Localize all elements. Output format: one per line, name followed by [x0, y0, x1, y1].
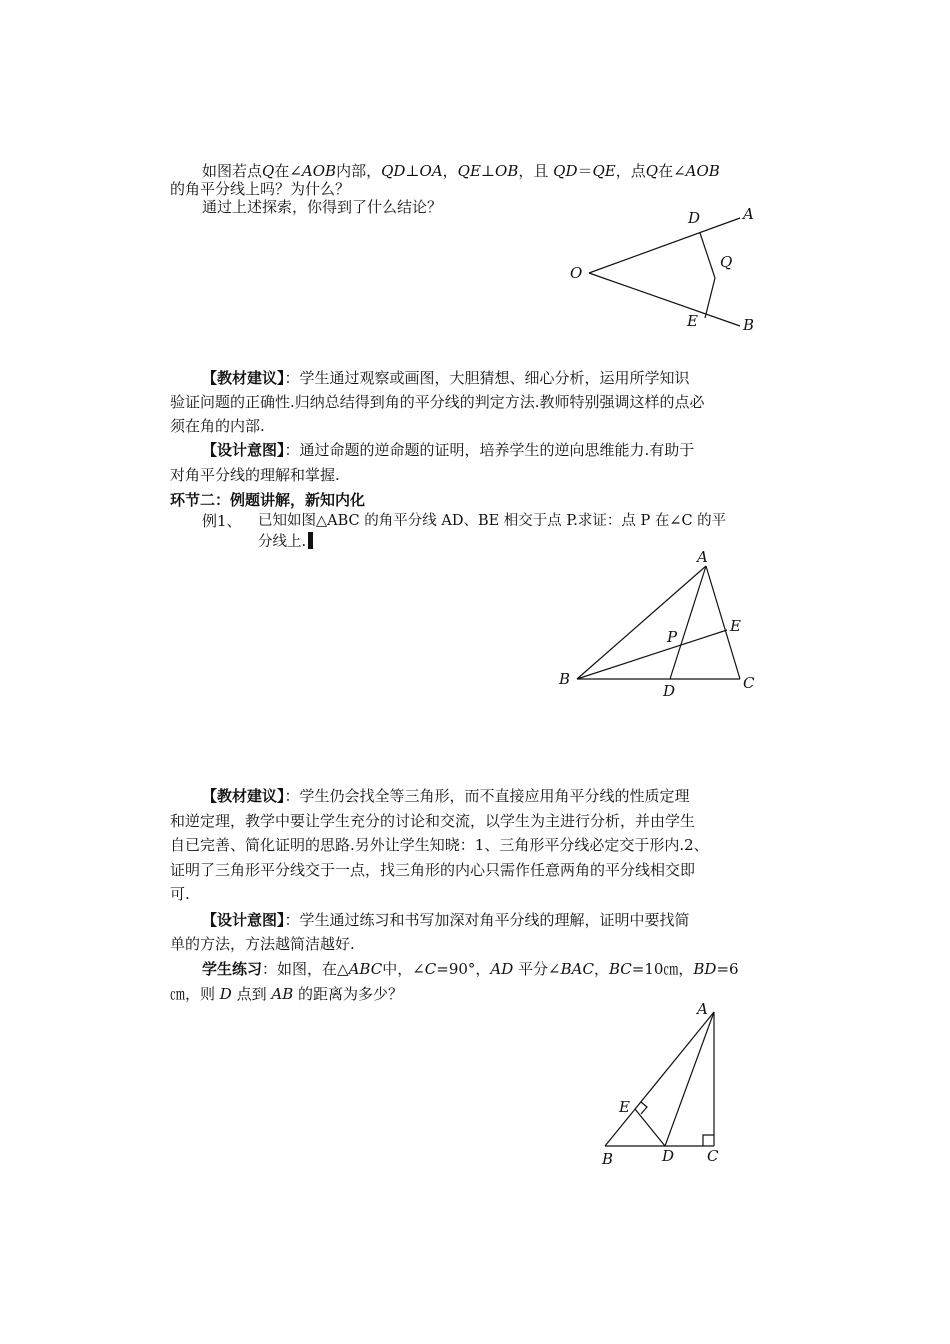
design-1-line-1: 【设计意图】：通过命题的逆命题的证明，培养学生的逆向思维能力.有助于 [202, 441, 695, 459]
text-cursor [308, 532, 313, 549]
label-o: O [570, 264, 583, 282]
example-1-label: 例1、 [202, 512, 242, 530]
side-ab [605, 1012, 714, 1146]
label-d: D [663, 682, 676, 700]
advice-2-heading: 【教材建议】 [202, 787, 285, 805]
figure-triangle-bisectors [550, 545, 770, 705]
label-q: Q [720, 253, 733, 271]
ray-ob [589, 273, 740, 326]
advice-2-line-3: 自已完善、简化证明的思路.另外让学生知晓：1、三角形平分线必定交于形内.2、 [170, 836, 709, 854]
label-b: B [602, 1150, 614, 1168]
ray-oa [589, 218, 740, 273]
label-p: P [667, 628, 678, 646]
question-line-1: 如图若点Q在∠AOB内部，QD⊥OA，QE⊥OB，且 QD＝QE，点Q在∠AOB [202, 162, 720, 180]
design-1-heading: 【设计意图】 [202, 441, 285, 459]
advice-2-line-2: 和逆定理，教学中要让学生充分的讨论和交流，以学生为主进行分析，并由学生 [170, 812, 696, 830]
design-2-line-2: 单的方法，方法越简洁越好. [170, 935, 355, 953]
stage-2-title: 环节二：例题讲解，新知内化 [170, 491, 366, 509]
question-line-2: 的角平分线上吗？为什么？ [170, 180, 351, 198]
advice-2-line-4: 证明了三角形平分线交于一点，找三角形的内心只需作任意两角的平分线相交即 [170, 861, 696, 879]
side-ab [577, 566, 706, 679]
advice-2-line-1: 【教材建议】：学生仍会找全等三角形，而不直接应用角平分线的性质定理 [202, 787, 690, 805]
label-c: C [743, 674, 755, 692]
label-a: A [697, 1000, 708, 1018]
advice-1-heading: 【教材建议】 [202, 369, 285, 387]
advice-1-line-2: 验证问题的正确性.归纳总结得到角的平分线的判定方法.教师特别强调这样的点必 [170, 393, 705, 411]
label-d: D [662, 1147, 675, 1165]
example-1-line-2: 分线上. [258, 532, 313, 552]
label-d: D [688, 209, 701, 227]
practice-heading: 学生练习 [202, 960, 263, 978]
label-e: E [619, 1098, 630, 1116]
advice-1-line-3: 须在角的内部. [170, 417, 265, 435]
design-2-line-1: 【设计意图】：学生通过练习和书写加深对角平分线的理解，证明中要找简 [202, 911, 690, 929]
design-1-line-2: 对角平分线的理解和掌握. [170, 466, 340, 484]
label-b: B [743, 316, 755, 334]
advice-1-line-1: 【教材建议】：学生通过观察或画图，大胆猜想、细心分析，运用所学知识 [202, 369, 690, 387]
bisector-be [577, 630, 727, 679]
question-line-3: 通过上述探索，你得到了什么结论？ [202, 198, 443, 216]
label-e: E [730, 617, 741, 635]
label-a: A [743, 205, 754, 223]
segment-dq [700, 233, 715, 278]
segment-qe [705, 278, 715, 318]
label-b: B [559, 670, 571, 688]
label-a: A [697, 548, 708, 566]
practice-line-2: ㎝，则 D 点到 AB 的距离为多少？ [170, 985, 403, 1003]
right-angle-mark-e [641, 1102, 647, 1114]
right-angle-mark-c [703, 1135, 714, 1146]
figure-angle-bisector [560, 200, 780, 340]
practice-line-1: 学生练习：如图，在△ABC中，∠C=90°，AD 平分∠BAC，BC=10㎝，BD=6 [202, 960, 739, 978]
label-c: C [707, 1147, 719, 1165]
bisector-ad [665, 1012, 714, 1146]
advice-2-line-5: 可. [170, 885, 190, 903]
figure-right-triangle [590, 995, 740, 1170]
example-1-line-1: 已知如图△ABC 的角平分线 AD、BE 相交于点 P.求证：点 P 在∠C 的平 [258, 513, 727, 529]
perpendicular-de [635, 1109, 665, 1146]
label-e: E [687, 312, 698, 330]
design-2-heading: 【设计意图】 [202, 911, 285, 929]
bisector-ad [670, 566, 706, 679]
